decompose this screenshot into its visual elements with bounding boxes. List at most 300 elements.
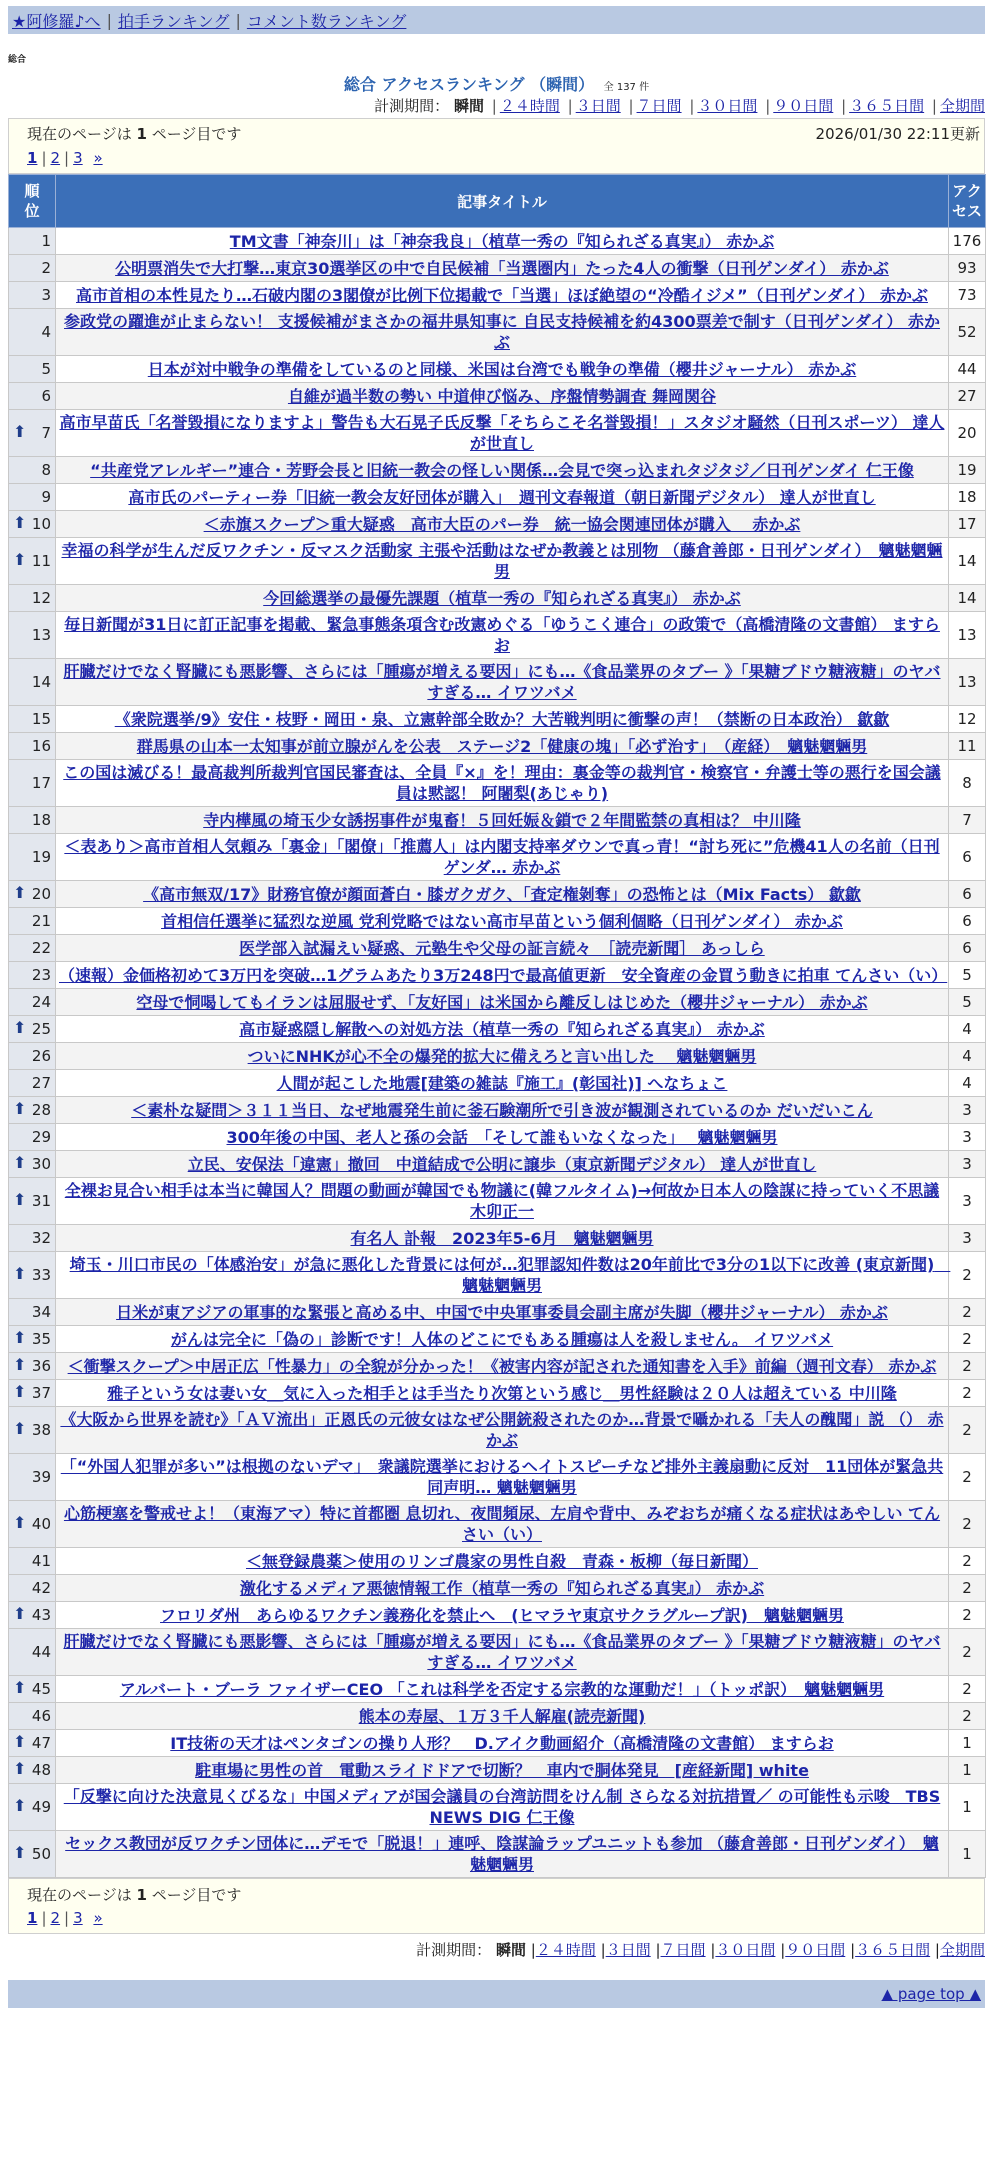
title-cell <box>56 1070 949 1097</box>
rank-number: 41 <box>31 1551 51 1570</box>
rank-cell <box>9 1299 56 1326</box>
period-link-90d[interactable]: ９０日間 <box>785 1941 846 1959</box>
table-row <box>9 356 986 383</box>
rank-up-arrow-icon: ⬆ <box>13 422 27 441</box>
access-count: 3 <box>949 1151 986 1178</box>
access-count: 5 <box>949 989 986 1016</box>
article-title-link[interactable]: 駐車場に男性の首 電動スライドドアで切断？ 車内で胴体発見 [産経新聞] white <box>195 1760 809 1780</box>
period-link-3d[interactable]: ３日間 <box>605 1941 651 1959</box>
rank-up-arrow-icon: ⬆ <box>13 1419 27 1438</box>
access-count: 1 <box>949 1730 986 1757</box>
title-cell <box>56 962 949 989</box>
table-row <box>9 1831 986 1878</box>
rank-cell <box>9 1784 56 1831</box>
rank-up-arrow-icon: ⬆ <box>13 1018 27 1037</box>
article-title-link[interactable]: 埼玉・川口市民の「体感治安」が急に悪化した背景には何が…犯罪認知件数は20年前比で3分の1以下に改善 (東京新聞) 魑魅魍魎男 <box>69 1255 951 1295</box>
access-count: 176 <box>949 228 986 255</box>
access-count: 2 <box>949 1629 986 1676</box>
article-title-link[interactable]: 医学部入試漏えい疑惑、元塾生や父母の証言続々 ［読売新聞］ あっしら <box>239 938 765 958</box>
rank-cell <box>9 1353 56 1380</box>
rank-cell <box>9 383 56 410</box>
rank-number: 13 <box>31 625 51 644</box>
nav-separator: | <box>235 10 241 30</box>
table-row <box>9 1407 986 1454</box>
rank-cell <box>9 255 56 282</box>
rank-up-arrow-icon: ⬆ <box>13 1328 27 1347</box>
title-cell <box>56 410 949 457</box>
title-cell <box>56 585 949 612</box>
updated-time: 2026/01/30 22:11更新 <box>815 125 980 143</box>
table-row <box>9 1326 986 1353</box>
access-count: 6 <box>949 908 986 935</box>
period-link-7d[interactable]: ７日間 <box>660 1941 706 1959</box>
table-row <box>9 1629 986 1676</box>
period-selector: 計測期間： 瞬間 | ２４時間 | ３日間 | ７日間 | ３０日間 | ９０日間 | ３６５日間 | 全期間 <box>374 97 985 115</box>
article-title-link[interactable]: 有名人 訃報 2023年5-6月 魑魅魍魎男 <box>350 1228 654 1248</box>
rank-cell <box>9 807 56 834</box>
article-title-link[interactable]: 《衆院選挙/9》安住・枝野・岡田・泉、立憲幹部全敗か？大苦戦判明に衝撃の声！（禁断の日本政治） 歙歙 <box>114 709 890 729</box>
rank-cell <box>9 484 56 511</box>
page-link-1[interactable]: 1 <box>27 1909 38 1927</box>
article-title-link[interactable]: 雅子という女は妻い女＿気に入った相手とは手当たり次第という感じ＿男性経験は２０人は超えている 中川隆 <box>107 1383 897 1403</box>
rank-number: 9 <box>41 487 51 506</box>
rank-cell <box>9 706 56 733</box>
article-title-link[interactable]: TM文書「神奈川」は「神奈我良」（植草一秀の『知られざる真実』） 赤かぶ <box>229 231 775 251</box>
rank-number: 8 <box>41 460 51 479</box>
rank-number: 21 <box>31 911 51 930</box>
title-cell <box>56 1326 949 1353</box>
table-header-row <box>9 175 986 228</box>
article-title-link[interactable]: 毎日新聞が31日に訂正記事を掲載、緊急事態条項含む改憲めぐる「ゆうこく連合」の政策で（高橋清隆の文書館） ますらお <box>64 615 940 655</box>
rank-cell <box>9 989 56 1016</box>
title-cell <box>56 659 949 706</box>
next-page-link[interactable]: » <box>93 1909 103 1927</box>
rank-cell <box>9 733 56 760</box>
rank-number: 6 <box>41 386 51 405</box>
article-title-link[interactable]: 今回総選挙の最優先課題（植草一秀の『知られざる真実』） 赤かぶ <box>263 588 741 608</box>
rank-number: 27 <box>31 1073 51 1092</box>
access-count: 6 <box>949 834 986 881</box>
title-cell <box>56 1757 949 1784</box>
period-link-7d[interactable]: ７日間 <box>636 97 682 115</box>
rank-number: 30 <box>31 1154 51 1173</box>
access-count: 2 <box>949 1252 986 1299</box>
rank-cell <box>9 1703 56 1730</box>
article-title-link[interactable]: 全裸お見合い相手は本当に韓国人？問題の動画が韓国でも物議に(韓フルタイム)→何故か日本人の陰謀に持っていく不思議 木卯正一 <box>64 1181 940 1221</box>
rank-number: 33 <box>31 1265 51 1284</box>
rank-number: 47 <box>31 1733 51 1752</box>
rank-cell <box>9 1757 56 1784</box>
rank-number: 40 <box>31 1514 51 1533</box>
rank-cell <box>9 1454 56 1501</box>
access-count: 2 <box>949 1548 986 1575</box>
article-title-link[interactable]: ＜衝撃スクープ＞中居正広「性暴力」の全貌が分かった！《被害内容が記された通知書を入手》前編（週刊文春） 赤かぶ <box>67 1356 937 1376</box>
period-link-24h[interactable]: ２４時間 <box>535 1941 596 1959</box>
article-title-link[interactable]: この国は滅びる！最高裁判所裁判官国民審査は、全員『×』を！理由：裏金等の裁判官・検察官・弁護士等の悪行を国会議員は黙認！ 阿闍梨(あじゃり) <box>63 763 941 803</box>
rank-number: 25 <box>31 1019 51 1038</box>
table-row <box>9 309 986 356</box>
rank-cell <box>9 538 56 585</box>
title-cell <box>56 1097 949 1124</box>
article-title-link[interactable]: ＜無登録農薬＞使用のリンゴ農家の男性自殺 青森・板柳（毎日新聞） <box>245 1551 758 1571</box>
rank-cell <box>9 1070 56 1097</box>
nav-clap-ranking-link[interactable]: 拍手ランキング <box>117 11 230 31</box>
rank-cell <box>9 1178 56 1225</box>
access-count: 3 <box>949 1097 986 1124</box>
ranking-table <box>8 174 986 1878</box>
article-title-link[interactable]: 寺内樺風の埼玉少女誘拐事件が鬼畜！５回妊娠＆鎖で２年間監禁の真相は？ 中川隆 <box>203 810 801 830</box>
access-count: 52 <box>949 309 986 356</box>
article-title-link[interactable]: フロリダ州 あらゆるワクチン義務化を禁止へ (ヒマラヤ東京サクラグループ訳) 魑魅魍魎男 <box>160 1605 844 1625</box>
rank-number: 29 <box>31 1127 51 1146</box>
period-link-all[interactable]: 全期間 <box>939 97 985 115</box>
rank-number: 46 <box>31 1706 51 1725</box>
access-count: 4 <box>949 1016 986 1043</box>
rank-number: 20 <box>31 884 51 903</box>
nav-comment-ranking-link[interactable]: コメント数ランキング <box>246 11 407 31</box>
rank-number: 28 <box>31 1100 51 1119</box>
access-count: 6 <box>949 881 986 908</box>
rank-number: 1 <box>41 231 51 250</box>
article-title-link[interactable]: セックス教団が反ワクチン団体に…デモで「脱退！」連呼、陰謀論ラップユニットも参加 （藤倉善郎・日刊ゲンダイ） 魑魅魍魎男 <box>65 1834 939 1874</box>
title-cell <box>56 908 949 935</box>
article-title-link[interactable]: 立民、安保法「違憲」撤回 中道結成で公明に譲歩（東京新聞デジタル） 達人が世直し <box>187 1154 817 1174</box>
header-access: アクセス <box>949 175 986 228</box>
table-row <box>9 1178 986 1225</box>
title-cell <box>56 733 949 760</box>
title-cell <box>56 1676 949 1703</box>
rank-number: 36 <box>31 1356 51 1375</box>
rank-number: 18 <box>31 810 51 829</box>
table-row <box>9 908 986 935</box>
article-title-link[interactable]: 高市首相の本性見たり…石破内閣の3閣僚が比例下位掲載で「当選」ほぼ絶望の“冷酷イジメ”（日刊ゲンダイ） 赤かぶ <box>76 285 928 305</box>
rank-up-arrow-icon: ⬆ <box>13 1759 27 1778</box>
table-row <box>9 1602 986 1629</box>
rank-cell <box>9 1831 56 1878</box>
rank-cell <box>9 612 56 659</box>
table-row <box>9 228 986 255</box>
rank-number: 42 <box>31 1578 51 1597</box>
article-title-link[interactable]: 空母で恫喝してもイランは屈服せず、「友好国」は米国から離反しはじめた（櫻井ジャーナル） 赤かぶ <box>136 992 868 1012</box>
access-count: 2 <box>949 1676 986 1703</box>
nav-asyura-home-link[interactable]: ★阿修羅♪へ <box>12 11 101 31</box>
page-link-1[interactable]: 1 <box>27 149 38 167</box>
period-link-365d[interactable]: ３６５日間 <box>849 97 925 115</box>
footer-bar <box>8 1980 985 2008</box>
current-page-text: 現在のページは 1 ページ目です <box>27 125 242 143</box>
header-title: 記事タイトル <box>56 175 949 228</box>
access-count: 19 <box>949 457 986 484</box>
period-label: 計測期間： <box>374 97 450 115</box>
page-link-3[interactable]: 3 <box>73 1909 83 1927</box>
rank-cell <box>9 1326 56 1353</box>
rank-number: 12 <box>31 588 51 607</box>
pagination-top <box>8 118 985 174</box>
table-row <box>9 760 986 807</box>
access-count: 11 <box>949 733 986 760</box>
article-title-link[interactable]: 自維が過半数の勢い 中道伸び悩み、序盤情勢調査 舞岡関谷 <box>287 386 717 406</box>
rank-number: 43 <box>31 1605 51 1624</box>
period-link-90d[interactable]: ９０日間 <box>773 97 834 115</box>
rank-cell <box>9 410 56 457</box>
article-title-link[interactable]: 群馬県の山本一太知事が前立腺がんを公表 ステージ2「健康の塊」「必ず治す」 （産経） 魑魅魍魎男 <box>136 736 868 756</box>
article-title-link[interactable]: IT技術の天才はペンタゴンの操り人形？ D.アイク動画紹介（高橋清隆の文書館） ますらお <box>170 1733 834 1753</box>
title-cell <box>56 1730 949 1757</box>
access-count: 2 <box>949 1501 986 1548</box>
rank-number: 49 <box>31 1797 51 1816</box>
title-cell <box>56 1629 949 1676</box>
page-title <box>0 72 993 94</box>
table-row <box>9 1299 986 1326</box>
section-label: 総合 <box>8 55 27 65</box>
nav-separator: | <box>106 10 112 30</box>
page-links: 1 | 2 | 3 » <box>27 149 103 167</box>
article-title-link[interactable]: （速報）金価格初めて3万円を突破…1グラムあたり3万248円で最高値更新 安全資産の金買う動きに拍車 てんさい（い） <box>59 965 948 985</box>
article-title-link[interactable]: 《高市無双/17》財務官僚が顔面蒼白・膝ガクガク、「査定権剝奪」の恐怖とは（Mix Facts） 歙歙 <box>143 884 861 904</box>
table-row <box>9 1252 986 1299</box>
table-row <box>9 1575 986 1602</box>
access-count: 14 <box>949 585 986 612</box>
access-count: 2 <box>949 1454 986 1501</box>
rank-number: 35 <box>31 1329 51 1348</box>
title-cell <box>56 1831 949 1878</box>
table-row <box>9 962 986 989</box>
access-count: 1 <box>949 1757 986 1784</box>
article-title-link[interactable]: “共産党アレルギー”連合・芳野会長と旧統一教会の怪しい関係…会見で突っ込まれタジタジ／日刊ゲンダイ 仁王像 <box>90 460 914 480</box>
rank-number: 45 <box>31 1679 51 1698</box>
rank-cell <box>9 1124 56 1151</box>
access-count: 4 <box>949 1070 986 1097</box>
rank-up-arrow-icon: ⬆ <box>13 1264 27 1283</box>
rank-cell <box>9 1097 56 1124</box>
rank-number: 48 <box>31 1760 51 1779</box>
table-row <box>9 457 986 484</box>
rank-number: 7 <box>41 423 51 442</box>
next-page-link[interactable]: » <box>93 149 103 167</box>
period-link-30d[interactable]: ３０日間 <box>697 97 758 115</box>
title-cell <box>56 1124 949 1151</box>
rank-number: 3 <box>41 285 51 304</box>
period-current: 瞬間 <box>453 97 484 115</box>
page-link-3[interactable]: 3 <box>73 149 83 167</box>
current-page-text-bottom: 現在のページは 1 ページ目です <box>27 1886 242 1904</box>
rank-up-arrow-icon: ⬆ <box>13 1843 27 1862</box>
article-title-link[interactable]: 幸福の科学が生んだ反ワクチン・反マスク活動家 主張や活動はなぜか教義とは別物 （藤倉善郎・日刊ゲンダイ） 魑魅魍魎男 <box>61 541 943 581</box>
period-link-3d[interactable]: ３日間 <box>575 97 621 115</box>
title-cell <box>56 1043 949 1070</box>
article-title-link[interactable]: ＜表あり＞高市首相人気頼み「裏金」「閣僚」「推薦人」は内閣支持率ダウンで真っ青！“討ち死に”危機41人の名前（日刊ゲンダ… 赤かぶ <box>64 837 940 877</box>
title-cell <box>56 228 949 255</box>
rank-cell <box>9 457 56 484</box>
table-row <box>9 1703 986 1730</box>
table-row <box>9 807 986 834</box>
rank-cell <box>9 1407 56 1454</box>
period-link-all[interactable]: 全期間 <box>939 1941 985 1959</box>
title-cell <box>56 309 949 356</box>
rank-cell <box>9 1730 56 1757</box>
rank-up-arrow-icon: ⬆ <box>13 1732 27 1751</box>
table-row <box>9 881 986 908</box>
rank-number: 39 <box>31 1467 51 1486</box>
article-title-link[interactable]: 日本が対中戦争の準備をしているのと同様、米国は台湾でも戦争の準備（櫻井ジャーナル） 赤かぶ <box>147 359 857 379</box>
title-cell <box>56 457 949 484</box>
rank-cell <box>9 282 56 309</box>
title-cell <box>56 1407 949 1454</box>
rank-cell <box>9 908 56 935</box>
article-title-link[interactable]: 熊本の寿屋、１万３千人解雇(読売新聞) <box>358 1706 646 1726</box>
table-row <box>9 1501 986 1548</box>
title-cell <box>56 1178 949 1225</box>
article-title-link[interactable]: 高市疑惑隠し解散への対処方法（植草一秀の『知られざる真実』） 赤かぶ <box>239 1019 765 1039</box>
table-row <box>9 1676 986 1703</box>
title-cell <box>56 255 949 282</box>
rank-up-arrow-icon: ⬆ <box>13 513 27 532</box>
rank-number: 26 <box>31 1046 51 1065</box>
rank-number: 32 <box>31 1228 51 1247</box>
rank-number: 11 <box>31 551 51 570</box>
rank-cell <box>9 1575 56 1602</box>
article-title-link[interactable]: アルバート・ブーラ ファイザーCEO 「これは科学を否定する宗教的な運動だ！」（トッポ訳） 魑魅魍魎男 <box>119 1679 885 1699</box>
access-count: 2 <box>949 1380 986 1407</box>
rank-cell <box>9 1225 56 1252</box>
access-count: 27 <box>949 383 986 410</box>
access-count: 3 <box>949 1124 986 1151</box>
rank-cell <box>9 356 56 383</box>
title-cell <box>56 1252 949 1299</box>
table-row <box>9 410 986 457</box>
article-title-link[interactable]: 「“外国人犯罪が多い”は根拠のないデマ」 衆議院選挙におけるヘイトスピーチなど排外主義扇動に反対 11団体が緊急共同声明… 魑魅魍魎男 <box>60 1457 944 1497</box>
rank-up-arrow-icon: ⬆ <box>13 1678 27 1697</box>
period-link-365d[interactable]: ３６５日間 <box>855 1941 931 1959</box>
rank-number: 24 <box>31 992 51 1011</box>
title-cell <box>56 881 949 908</box>
article-title-link[interactable]: 参政党の躍進が止まらない！ 支援候補がまさかの福井県知事に 自民支持候補を約4300票差で制す（日刊ゲンダイ） 赤かぶ <box>64 312 940 352</box>
article-title-link[interactable]: 《大阪から世界を読む》「ＡＶ流出」正恩氏の元彼女はなぜ公開銃殺されたのか…背景で囁かれる「夫人の醜聞」説 （） 赤かぶ <box>60 1410 944 1450</box>
table-row <box>9 1124 986 1151</box>
page-link-2[interactable]: 2 <box>50 1909 61 1927</box>
rank-number: 37 <box>31 1383 51 1402</box>
rank-number: 17 <box>31 773 51 792</box>
article-title-link[interactable]: 激化するメディア悪徳情報工作（植草一秀の『知られざる真実』） 赤かぶ <box>239 1578 765 1598</box>
access-count: 2 <box>949 1575 986 1602</box>
title-cell <box>56 1548 949 1575</box>
access-count: 1 <box>949 1784 986 1831</box>
title-cell <box>56 935 949 962</box>
title-cell <box>56 1225 949 1252</box>
access-count: 12 <box>949 706 986 733</box>
article-title-link[interactable]: 日米が東アジアの軍事的な緊張と高める中、中国で中央軍事委員会副主席が失脚（櫻井ジャーナル） 赤かぶ <box>116 1302 888 1322</box>
rank-number: 19 <box>31 847 51 866</box>
rank-cell <box>9 1602 56 1629</box>
table-row <box>9 733 986 760</box>
article-title-link[interactable]: がんは完全に「偽の」診断です！人体のどこにでもある腫瘍は人を殺しません。 イワツバメ <box>170 1329 834 1349</box>
article-title-link[interactable]: 高市早苗氏「名誉毀損になりますよ」警告も大石晃子氏反撃「そちらこそ名誉毀損！」スタジオ騒然（日刊スポーツ） 達人が世直し <box>59 413 945 453</box>
rank-cell <box>9 881 56 908</box>
period-link-24h[interactable]: ２４時間 <box>499 97 560 115</box>
access-count: 7 <box>949 807 986 834</box>
access-count: 2 <box>949 1326 986 1353</box>
access-count: 5 <box>949 962 986 989</box>
table-row <box>9 1043 986 1070</box>
rank-up-arrow-icon: ⬆ <box>13 550 27 569</box>
table-row <box>9 935 986 962</box>
rank-up-arrow-icon: ⬆ <box>13 1355 27 1374</box>
article-title-link[interactable]: 肝臓だけでなく腎臓にも悪影響、さらには「腫瘍が増える要因」にも…《食品業界のタブー 》「果糖ブドウ糖液糖」のヤバすぎる… イワツバメ <box>63 1632 941 1672</box>
rank-number: 31 <box>31 1191 51 1210</box>
table-row <box>9 1548 986 1575</box>
access-count: 17 <box>949 511 986 538</box>
access-count: 3 <box>949 1225 986 1252</box>
article-title-link[interactable]: 「反撃に向けた決意見くびるな」中国メディアが国会議員の台湾訪問をけん制 さらなる対抗措置／ の可能性も示唆 TBS NEWS DIG 仁王像 <box>63 1787 941 1827</box>
article-title-link[interactable]: 高市氏のパーティー券「旧統一教会友好団体が購入」 週刊文春報道（朝日新聞デジタル） 達人が世直し <box>128 487 876 507</box>
rank-up-arrow-icon: ⬆ <box>13 883 27 902</box>
article-title-link[interactable]: 人間が起こした地震[建築の雑誌『施工』(彰国社)] へなちょこ <box>276 1073 728 1093</box>
title-cell <box>56 1602 949 1629</box>
table-row <box>9 511 986 538</box>
access-count: 44 <box>949 356 986 383</box>
rank-cell <box>9 1548 56 1575</box>
rank-up-arrow-icon: ⬆ <box>13 1513 27 1532</box>
table-row <box>9 706 986 733</box>
access-count: 2 <box>949 1353 986 1380</box>
top-navigation <box>8 6 985 34</box>
rank-number: 5 <box>41 359 51 378</box>
table-row <box>9 1097 986 1124</box>
rank-cell <box>9 834 56 881</box>
rank-number: 23 <box>31 965 51 984</box>
rank-number: 14 <box>31 672 51 691</box>
article-title-link[interactable]: ＜素朴な疑問＞３１１当日、なぜ地震発生前に釜石験潮所で引き波が観測されているのか だいだいこん <box>131 1100 873 1120</box>
header-rank: 順位 <box>9 175 56 228</box>
page-top-link[interactable]: ▲ page top ▲ <box>881 1985 981 2003</box>
table-row <box>9 538 986 585</box>
rank-up-arrow-icon: ⬆ <box>13 1796 27 1815</box>
rank-cell <box>9 585 56 612</box>
rank-number: 10 <box>31 514 51 533</box>
article-title-link[interactable]: 心筋梗塞を警戒せよ！（東海アマ）特に首都圏 息切れ、夜間頻尿、左肩や背中、みぞおちが痛くなる症状はあやしい てんさい（い） <box>63 1504 941 1544</box>
page-link-2[interactable]: 2 <box>50 149 61 167</box>
article-title-link[interactable]: ついにNHKが心不全の爆発的拡大に備えろと言い出した 魑魅魍魎男 <box>247 1046 757 1066</box>
rank-cell <box>9 935 56 962</box>
access-count: 2 <box>949 1299 986 1326</box>
article-title-link[interactable]: 首相信任選挙に猛烈な逆風 党利党略ではない高市早苗という個利個略（日刊ゲンダイ） 赤かぶ <box>161 911 843 931</box>
article-title-link[interactable]: 公明票消失で大打撃…東京30選挙区の中で自民候補「当選圏内」たった4人の衝撃（日刊ゲンダイ） 赤かぶ <box>115 258 889 278</box>
title-cell <box>56 1575 949 1602</box>
article-title-link[interactable]: ＜赤旗スクープ＞重大疑惑 高市大臣のパー券 統一協会関連団体が購入 赤かぶ <box>203 514 801 534</box>
access-count: 14 <box>949 538 986 585</box>
title-cell <box>56 1151 949 1178</box>
rank-number: 22 <box>31 938 51 957</box>
rank-up-arrow-icon: ⬆ <box>13 1604 27 1623</box>
article-title-link[interactable]: 肝臓だけでなく腎臓にも悪影響、さらには「腫瘍が増える要因」にも…《食品業界のタブー 》「果糖ブドウ糖液糖」のヤバすぎる… イワツバメ <box>63 662 941 702</box>
rank-cell <box>9 1380 56 1407</box>
article-title-link[interactable]: 300年後の中国、老人と孫の会話 「そして誰もいなくなった」 魑魅魍魎男 <box>226 1127 778 1147</box>
title-cell <box>56 989 949 1016</box>
title-cell <box>56 1380 949 1407</box>
table-row <box>9 1730 986 1757</box>
table-row <box>9 834 986 881</box>
title-cell <box>56 1016 949 1043</box>
period-link-30d[interactable]: ３０日間 <box>715 1941 776 1959</box>
rank-up-arrow-icon: ⬆ <box>13 1099 27 1118</box>
access-count: 3 <box>949 1178 986 1225</box>
table-row <box>9 1016 986 1043</box>
table-row <box>9 1784 986 1831</box>
title-cell <box>56 282 949 309</box>
table-row <box>9 282 986 309</box>
title-cell <box>56 1784 949 1831</box>
title-cell <box>56 356 949 383</box>
